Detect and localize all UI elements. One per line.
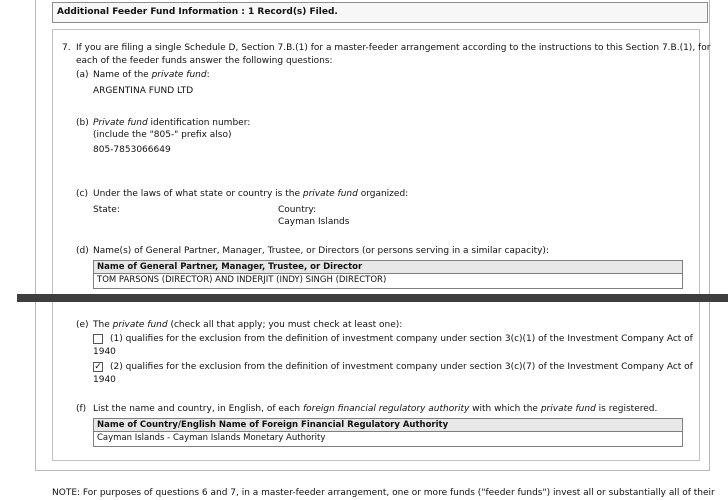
footnote: NOTE: For purposes of questions 6 and 7, in a master-feeder arrangement, one or more funds ("feeder funds") invest all or substantially all of their	[52, 488, 715, 498]
question-7-intro-line2: each of the feeder funds answer the following questions:	[76, 56, 333, 66]
regulatory-authority-table-header	[94, 419, 682, 432]
exclusion-3c1-checkbox[interactable]	[93, 334, 103, 344]
regulatory-authority-column-header: Name of Country/English Name of Foreign Financial Regulatory Authority	[97, 420, 449, 430]
country-label: Country:	[278, 205, 317, 215]
question-7-intro-line1: If you are filing a single Schedule D, Section 7.B.(1) for a master-feeder arrangement according to the instructions to this Section 7.B.(1), for	[76, 43, 711, 53]
regulatory-authority-cell: Cayman Islands - Cayman Islands Monetary Authority	[97, 433, 326, 443]
country-value: Cayman Islands	[278, 217, 350, 227]
question-a-text: Name of the private fund:	[93, 70, 210, 80]
question-f-text: List the name and country, in English, of each foreign financial regulatory authority with which the private fund is registered.	[93, 404, 658, 414]
private-fund-id-value: 805-7853066649	[93, 145, 171, 155]
state-label: State:	[93, 205, 120, 215]
regulatory-authority-table	[93, 418, 683, 447]
question-b-label: (b)	[76, 118, 89, 128]
exclusion-3c1-label: (1) qualifies for the exclusion from the definition of investment company under section 3(c)(1) of the Investment Company Act of	[110, 334, 693, 344]
question-e-text: The private fund (check all that apply; you must check at least one):	[93, 320, 403, 330]
question-d-text: Name(s) of General Partner, Manager, Trustee, or Directors (or persons serving in a similar capacity):	[93, 246, 549, 256]
question-b-text: Private fund identification number:	[93, 118, 251, 128]
section-header	[52, 2, 708, 23]
check-mark-icon: ✓	[94, 362, 102, 372]
section-divider	[17, 294, 728, 302]
exclusion-3c7-label-cont: 1940	[93, 375, 116, 385]
question-a-label: (a)	[76, 70, 89, 80]
table-row	[94, 274, 682, 287]
general-partner-column-header: Name of General Partner, Manager, Trustee, or Director	[97, 262, 363, 272]
exclusion-3c7-label: (2) qualifies for the exclusion from the definition of investment company under section 3(c)(7) of the Investment Company Act of	[110, 362, 693, 372]
question-c-text: Under the laws of what state or country is the private fund organized:	[93, 189, 409, 199]
general-partner-table-header	[94, 261, 682, 274]
general-partner-table	[93, 260, 683, 289]
question-7-number: 7.	[62, 43, 71, 53]
private-fund-name-value: ARGENTINA FUND LTD	[93, 86, 194, 96]
question-c-label: (c)	[76, 189, 88, 199]
question-e-label: (e)	[76, 320, 89, 330]
question-d-label: (d)	[76, 246, 89, 256]
table-row	[94, 432, 682, 445]
general-partner-cell: TOM PARSONS (DIRECTOR) AND INDERJIT (INDY) SINGH (DIRECTOR)	[97, 275, 387, 285]
exclusion-3c7-checkbox[interactable]	[93, 362, 103, 372]
exclusion-3c1-label-cont: 1940	[93, 347, 116, 357]
section-header-title: Additional Feeder Fund Information : 1 Record(s) Filed.	[57, 7, 338, 17]
question-f-label: (f)	[76, 404, 87, 414]
question-b-hint: (include the "805-" prefix also)	[93, 130, 232, 140]
